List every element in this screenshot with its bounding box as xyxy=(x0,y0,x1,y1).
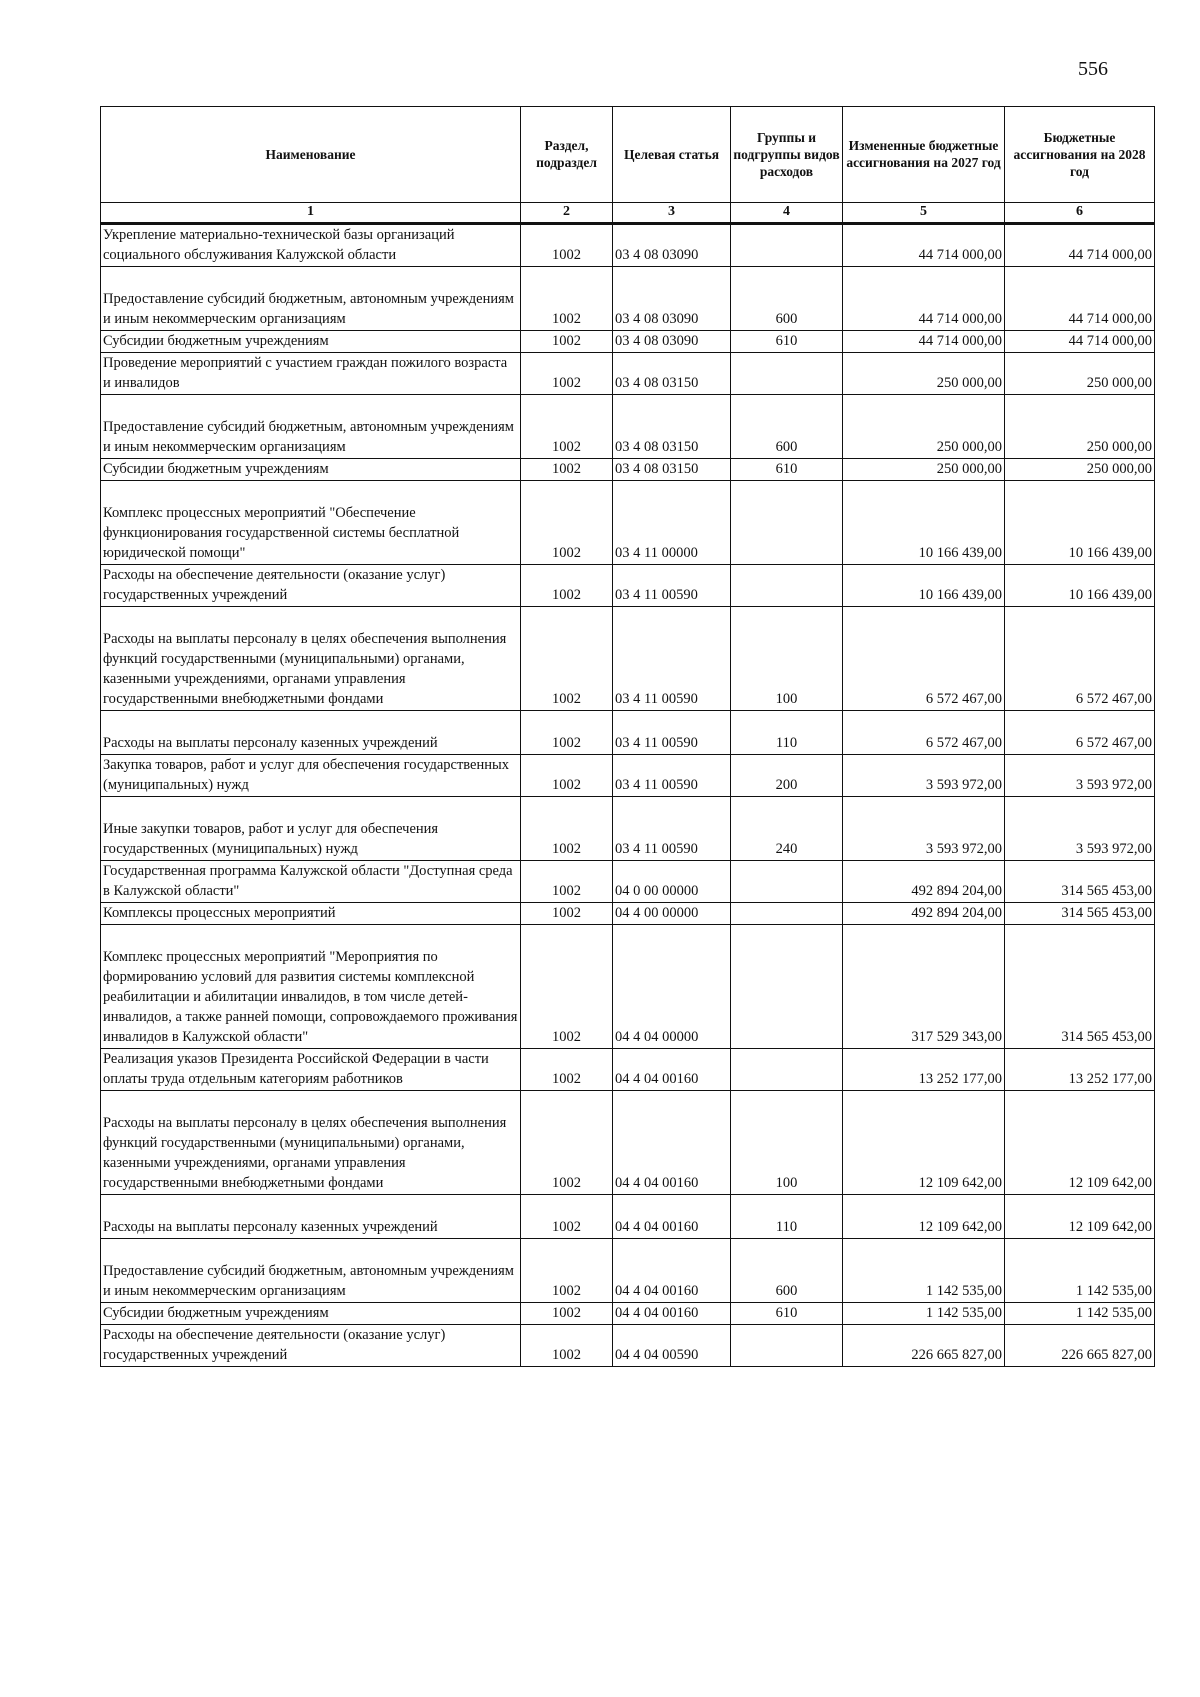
cell-section: 1002 xyxy=(521,565,613,607)
cell-name: Субсидии бюджетным учреждениям xyxy=(101,1303,521,1325)
cell-amount-2027: 492 894 204,00 xyxy=(843,861,1005,903)
cell-target: 04 4 04 00160 xyxy=(613,1091,731,1195)
cell-group: 200 xyxy=(731,755,843,797)
cell-name: Проведение мероприятий с участием граждан пожилого возраста и инвалидов xyxy=(101,353,521,395)
cell-name: Государственная программа Калужской области "Доступная среда в Калужской области" xyxy=(101,861,521,903)
table-row xyxy=(101,331,1155,353)
header-section: Раздел, подраздел xyxy=(521,107,613,203)
cell-section: 1002 xyxy=(521,1049,613,1091)
column-number: 6 xyxy=(1005,203,1155,224)
cell-section: 1002 xyxy=(521,1303,613,1325)
cell-amount-2027: 3 593 972,00 xyxy=(843,797,1005,861)
cell-amount-2028: 12 109 642,00 xyxy=(1005,1091,1155,1195)
cell-amount-2027: 6 572 467,00 xyxy=(843,711,1005,755)
cell-target: 04 4 04 00160 xyxy=(613,1239,731,1303)
cell-target: 03 4 11 00590 xyxy=(613,607,731,711)
cell-amount-2028: 250 000,00 xyxy=(1005,459,1155,481)
cell-name: Расходы на обеспечение деятельности (оказание услуг) государственных учреждений xyxy=(101,1325,521,1367)
column-number: 4 xyxy=(731,203,843,224)
cell-amount-2028: 10 166 439,00 xyxy=(1005,481,1155,565)
cell-amount-2028: 314 565 453,00 xyxy=(1005,903,1155,925)
cell-amount-2028: 6 572 467,00 xyxy=(1005,607,1155,711)
cell-amount-2027: 10 166 439,00 xyxy=(843,565,1005,607)
cell-group: 610 xyxy=(731,459,843,481)
cell-amount-2028: 250 000,00 xyxy=(1005,395,1155,459)
table-row xyxy=(101,353,1155,395)
cell-name: Расходы на выплаты персоналу в целях обеспечения выполнения функций государственными (муниципальными) органами, казенными учреждениями, органами управления государственными внебюджетными фондами xyxy=(101,1091,521,1195)
table-row xyxy=(101,1325,1155,1367)
header-target: Целевая статья xyxy=(613,107,731,203)
cell-amount-2027: 250 000,00 xyxy=(843,459,1005,481)
cell-group: 100 xyxy=(731,607,843,711)
cell-target: 03 4 08 03150 xyxy=(613,353,731,395)
cell-amount-2027: 226 665 827,00 xyxy=(843,1325,1005,1367)
cell-amount-2027: 44 714 000,00 xyxy=(843,331,1005,353)
cell-section: 1002 xyxy=(521,331,613,353)
cell-section: 1002 xyxy=(521,711,613,755)
cell-name: Комплекс процессных мероприятий "Обеспечение функционирования государственной системы бесплатной юридической помощи" xyxy=(101,481,521,565)
cell-amount-2028: 13 252 177,00 xyxy=(1005,1049,1155,1091)
cell-group xyxy=(731,1325,843,1367)
cell-target: 03 4 08 03150 xyxy=(613,459,731,481)
budget-table xyxy=(100,106,1155,1367)
cell-amount-2027: 6 572 467,00 xyxy=(843,607,1005,711)
cell-group xyxy=(731,565,843,607)
cell-target: 03 4 11 00590 xyxy=(613,711,731,755)
cell-group: 600 xyxy=(731,395,843,459)
column-number: 1 xyxy=(101,203,521,224)
cell-amount-2027: 44 714 000,00 xyxy=(843,267,1005,331)
cell-target: 04 4 04 00160 xyxy=(613,1303,731,1325)
cell-amount-2027: 12 109 642,00 xyxy=(843,1091,1005,1195)
cell-section: 1002 xyxy=(521,903,613,925)
cell-group: 110 xyxy=(731,711,843,755)
cell-target: 04 4 04 00160 xyxy=(613,1049,731,1091)
cell-amount-2028: 314 565 453,00 xyxy=(1005,861,1155,903)
cell-name: Субсидии бюджетным учреждениям xyxy=(101,459,521,481)
cell-target: 03 4 08 03150 xyxy=(613,395,731,459)
table-row xyxy=(101,1303,1155,1325)
cell-target: 03 4 11 00590 xyxy=(613,755,731,797)
cell-target: 03 4 11 00000 xyxy=(613,481,731,565)
cell-amount-2028: 250 000,00 xyxy=(1005,353,1155,395)
table-header xyxy=(101,107,1155,224)
cell-section: 1002 xyxy=(521,1325,613,1367)
cell-target: 04 4 04 00000 xyxy=(613,925,731,1049)
cell-group: 600 xyxy=(731,1239,843,1303)
cell-name: Предоставление субсидий бюджетным, автономным учреждениям и иным некоммерческим организациям xyxy=(101,1239,521,1303)
cell-group xyxy=(731,224,843,267)
cell-section: 1002 xyxy=(521,1091,613,1195)
cell-group xyxy=(731,925,843,1049)
cell-section: 1002 xyxy=(521,1195,613,1239)
column-number: 5 xyxy=(843,203,1005,224)
cell-group: 240 xyxy=(731,797,843,861)
cell-name: Предоставление субсидий бюджетным, автономным учреждениям и иным некоммерческим организациям xyxy=(101,395,521,459)
cell-amount-2028: 226 665 827,00 xyxy=(1005,1325,1155,1367)
cell-amount-2027: 250 000,00 xyxy=(843,353,1005,395)
cell-name: Расходы на выплаты персоналу казенных учреждений xyxy=(101,711,521,755)
cell-amount-2028: 3 593 972,00 xyxy=(1005,755,1155,797)
cell-name: Расходы на выплаты персоналу в целях обеспечения выполнения функций государственными (муниципальными) органами, казенными учреждениями, органами управления государственными внебюджетными фондами xyxy=(101,607,521,711)
table-row xyxy=(101,481,1155,565)
cell-target: 04 0 00 00000 xyxy=(613,861,731,903)
cell-amount-2028: 10 166 439,00 xyxy=(1005,565,1155,607)
cell-name: Расходы на выплаты персоналу казенных учреждений xyxy=(101,1195,521,1239)
cell-group xyxy=(731,861,843,903)
cell-name: Закупка товаров, работ и услуг для обеспечения государственных (муниципальных) нужд xyxy=(101,755,521,797)
cell-target: 04 4 04 00160 xyxy=(613,1195,731,1239)
cell-amount-2028: 314 565 453,00 xyxy=(1005,925,1155,1049)
cell-name: Реализация указов Президента Российской Федерации в части оплаты труда отдельным категориям работников xyxy=(101,1049,521,1091)
cell-amount-2028: 44 714 000,00 xyxy=(1005,224,1155,267)
cell-amount-2027: 250 000,00 xyxy=(843,395,1005,459)
cell-name: Расходы на обеспечение деятельности (оказание услуг) государственных учреждений xyxy=(101,565,521,607)
cell-amount-2028: 3 593 972,00 xyxy=(1005,797,1155,861)
table-row xyxy=(101,903,1155,925)
table-row xyxy=(101,1195,1155,1239)
table-row xyxy=(101,1049,1155,1091)
cell-name: Предоставление субсидий бюджетным, автономным учреждениям и иным некоммерческим организациям xyxy=(101,267,521,331)
table-row xyxy=(101,607,1155,711)
column-number: 2 xyxy=(521,203,613,224)
header-name: Наименование xyxy=(101,107,521,203)
table-row xyxy=(101,755,1155,797)
cell-section: 1002 xyxy=(521,607,613,711)
cell-amount-2028: 44 714 000,00 xyxy=(1005,267,1155,331)
table-row xyxy=(101,395,1155,459)
cell-name: Комплекс процессных мероприятий "Мероприятия по формированию условий для развития системы комплексной реабилитации и абилитации инвалидов, в том числе детей-инвалидов, а также ранней помощи, сопровождаемого проживания инвалидов в Калужской области" xyxy=(101,925,521,1049)
cell-group: 110 xyxy=(731,1195,843,1239)
cell-amount-2028: 44 714 000,00 xyxy=(1005,331,1155,353)
table-row xyxy=(101,1091,1155,1195)
table-row xyxy=(101,267,1155,331)
cell-section: 1002 xyxy=(521,353,613,395)
table-body xyxy=(101,224,1155,1367)
cell-target: 03 4 08 03090 xyxy=(613,331,731,353)
cell-section: 1002 xyxy=(521,861,613,903)
cell-target: 03 4 08 03090 xyxy=(613,267,731,331)
cell-target: 03 4 11 00590 xyxy=(613,565,731,607)
cell-section: 1002 xyxy=(521,459,613,481)
table-row xyxy=(101,224,1155,267)
cell-group xyxy=(731,903,843,925)
table-row xyxy=(101,1239,1155,1303)
cell-amount-2027: 10 166 439,00 xyxy=(843,481,1005,565)
cell-group xyxy=(731,481,843,565)
cell-amount-2027: 1 142 535,00 xyxy=(843,1303,1005,1325)
column-number: 3 xyxy=(613,203,731,224)
cell-group: 600 xyxy=(731,267,843,331)
cell-target: 03 4 08 03090 xyxy=(613,224,731,267)
table-row xyxy=(101,565,1155,607)
cell-section: 1002 xyxy=(521,224,613,267)
table-row xyxy=(101,797,1155,861)
header-groups: Группы и подгруппы видов расходов xyxy=(731,107,843,203)
cell-name: Укрепление материально-технической базы организаций социального обслуживания Калужской области xyxy=(101,224,521,267)
cell-amount-2027: 1 142 535,00 xyxy=(843,1239,1005,1303)
table-row xyxy=(101,459,1155,481)
cell-section: 1002 xyxy=(521,481,613,565)
page-number: 556 xyxy=(1078,58,1108,80)
cell-group: 100 xyxy=(731,1091,843,1195)
table-row xyxy=(101,925,1155,1049)
cell-group xyxy=(731,353,843,395)
header-amount-2028: Бюджетные ассигнования на 2028 год xyxy=(1005,107,1155,203)
cell-target: 03 4 11 00590 xyxy=(613,797,731,861)
cell-amount-2028: 12 109 642,00 xyxy=(1005,1195,1155,1239)
cell-group: 610 xyxy=(731,331,843,353)
cell-amount-2028: 1 142 535,00 xyxy=(1005,1303,1155,1325)
cell-group: 610 xyxy=(731,1303,843,1325)
cell-target: 04 4 00 00000 xyxy=(613,903,731,925)
cell-amount-2027: 317 529 343,00 xyxy=(843,925,1005,1049)
cell-name: Иные закупки товаров, работ и услуг для обеспечения государственных (муниципальных) нужд xyxy=(101,797,521,861)
cell-amount-2027: 492 894 204,00 xyxy=(843,903,1005,925)
cell-amount-2027: 12 109 642,00 xyxy=(843,1195,1005,1239)
header-amount-2027: Измененные бюджетные ассигнования на 2027 год xyxy=(843,107,1005,203)
cell-section: 1002 xyxy=(521,267,613,331)
cell-amount-2027: 44 714 000,00 xyxy=(843,224,1005,267)
cell-group xyxy=(731,1049,843,1091)
cell-section: 1002 xyxy=(521,925,613,1049)
cell-target: 04 4 04 00590 xyxy=(613,1325,731,1367)
cell-amount-2027: 3 593 972,00 xyxy=(843,755,1005,797)
cell-name: Субсидии бюджетным учреждениям xyxy=(101,331,521,353)
cell-amount-2028: 1 142 535,00 xyxy=(1005,1239,1155,1303)
cell-section: 1002 xyxy=(521,797,613,861)
cell-section: 1002 xyxy=(521,755,613,797)
table-row xyxy=(101,711,1155,755)
cell-amount-2027: 13 252 177,00 xyxy=(843,1049,1005,1091)
cell-amount-2028: 6 572 467,00 xyxy=(1005,711,1155,755)
table-row xyxy=(101,861,1155,903)
cell-section: 1002 xyxy=(521,1239,613,1303)
cell-section: 1002 xyxy=(521,395,613,459)
cell-name: Комплексы процессных мероприятий xyxy=(101,903,521,925)
